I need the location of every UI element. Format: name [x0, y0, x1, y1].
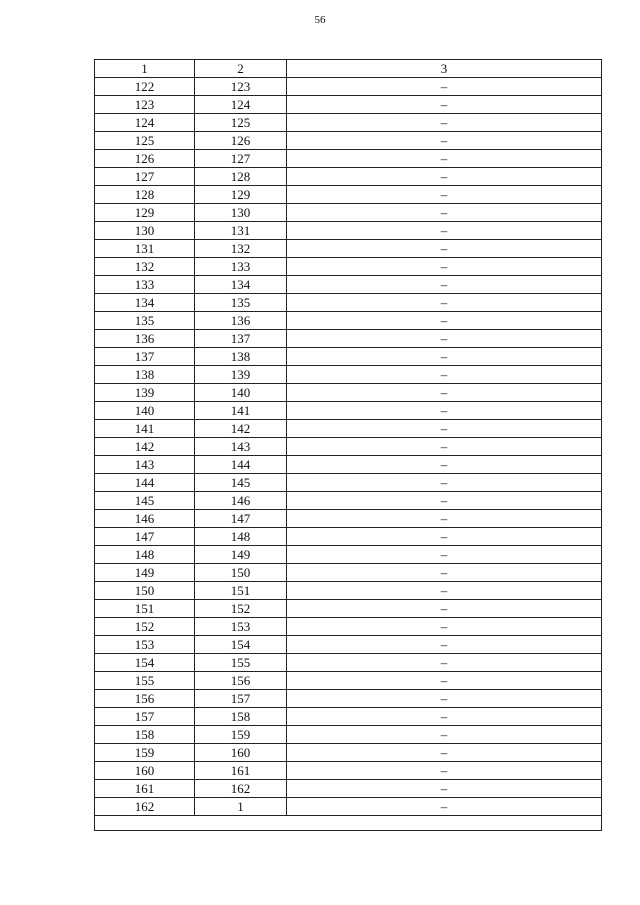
table-cell-col-3: – — [287, 510, 602, 528]
table-cell-col-1: 145 — [95, 492, 195, 510]
table-cell-col-1: 156 — [95, 690, 195, 708]
table-cell-col-3: – — [287, 348, 602, 366]
table-row — [95, 294, 602, 312]
table-row — [95, 204, 602, 222]
data-table — [94, 59, 602, 831]
table-row — [95, 384, 602, 402]
table-cell-col-2: 144 — [195, 456, 287, 474]
table-cell-col-1: 142 — [95, 438, 195, 456]
table-cell-col-1: 150 — [95, 582, 195, 600]
table-cell-col-3: – — [287, 456, 602, 474]
table-cell-col-3: – — [287, 330, 602, 348]
table-cell-col-1: 123 — [95, 96, 195, 114]
table-cell-col-2: 147 — [195, 510, 287, 528]
table-cell-col-2: 126 — [195, 132, 287, 150]
table-cell-col-2: 146 — [195, 492, 287, 510]
table-cell-col-2: 125 — [195, 114, 287, 132]
table-cell-col-2: 135 — [195, 294, 287, 312]
table-cell-col-2: 131 — [195, 222, 287, 240]
table-cell-col-3: – — [287, 222, 602, 240]
table-cell-col-3: – — [287, 438, 602, 456]
table-cell-col-1: 138 — [95, 366, 195, 384]
table-cell-col-1: 126 — [95, 150, 195, 168]
table-cell-col-1: 151 — [95, 600, 195, 618]
table-cell-col-3: – — [287, 150, 602, 168]
table-cell-col-3: – — [287, 636, 602, 654]
table-cell-col-1: 148 — [95, 546, 195, 564]
table-row — [95, 708, 602, 726]
table-cell-col-3: – — [287, 420, 602, 438]
table-row — [95, 222, 602, 240]
table-cell-col-1: 137 — [95, 348, 195, 366]
table-cell-col-2: 149 — [195, 546, 287, 564]
table-row — [95, 510, 602, 528]
table-cell-col-1: 127 — [95, 168, 195, 186]
table-row — [95, 348, 602, 366]
table-row — [95, 258, 602, 276]
table-row — [95, 168, 602, 186]
table-cell-col-1: 162 — [95, 798, 195, 816]
table-cell-col-1: 134 — [95, 294, 195, 312]
table-row — [95, 330, 602, 348]
table-row — [95, 402, 602, 420]
table-cell-col-2: 156 — [195, 672, 287, 690]
column-header-3: 3 — [287, 60, 602, 78]
table-row — [95, 438, 602, 456]
table-row — [95, 528, 602, 546]
table-row — [95, 474, 602, 492]
table-row — [95, 456, 602, 474]
table-row — [95, 564, 602, 582]
table-row — [95, 582, 602, 600]
table-header-row — [95, 60, 602, 78]
table-cell-col-1: 152 — [95, 618, 195, 636]
table-cell-col-1: 136 — [95, 330, 195, 348]
table-cell-col-3: – — [287, 492, 602, 510]
table-cell-col-1: 147 — [95, 528, 195, 546]
table-row — [95, 600, 602, 618]
table-cell-col-3: – — [287, 294, 602, 312]
page-number: 56 — [314, 14, 326, 26]
table-cell-col-2: 154 — [195, 636, 287, 654]
table-cell-col-3: – — [287, 474, 602, 492]
table-cell-col-2: 127 — [195, 150, 287, 168]
table-cell-col-3: – — [287, 654, 602, 672]
table-cell-col-2: 124 — [195, 96, 287, 114]
table-cell-col-2: 152 — [195, 600, 287, 618]
table-cell-col-1: 158 — [95, 726, 195, 744]
table-cell-col-2: 143 — [195, 438, 287, 456]
table-cell-col-3: – — [287, 114, 602, 132]
table-cell-col-3: – — [287, 762, 602, 780]
table-cell-col-2: 1 — [195, 798, 287, 816]
table-cell-col-3: – — [287, 600, 602, 618]
table-cell-col-2: 133 — [195, 258, 287, 276]
table-cell-col-3: – — [287, 132, 602, 150]
table-cell-col-1: 149 — [95, 564, 195, 582]
table-row — [95, 240, 602, 258]
table-cell-col-3: – — [287, 618, 602, 636]
table-row — [95, 150, 602, 168]
table-cell-col-3: – — [287, 780, 602, 798]
table-cell-col-3: – — [287, 240, 602, 258]
table-cell-col-3: – — [287, 528, 602, 546]
table-cell-col-1: 153 — [95, 636, 195, 654]
table-cell-col-3: – — [287, 546, 602, 564]
table-empty-cell — [95, 816, 602, 831]
column-header-1: 1 — [95, 60, 195, 78]
table-cell-col-1: 144 — [95, 474, 195, 492]
table-row — [95, 672, 602, 690]
table-row — [95, 186, 602, 204]
table-row — [95, 492, 602, 510]
table-cell-col-3: – — [287, 384, 602, 402]
table-cell-col-2: 141 — [195, 402, 287, 420]
table-row — [95, 744, 602, 762]
table-cell-col-3: – — [287, 798, 602, 816]
table-cell-col-2: 140 — [195, 384, 287, 402]
table-body — [95, 78, 602, 831]
table-cell-col-2: 137 — [195, 330, 287, 348]
table-row — [95, 798, 602, 816]
table-row — [95, 654, 602, 672]
table-row — [95, 312, 602, 330]
table-cell-col-1: 131 — [95, 240, 195, 258]
table-cell-col-3: – — [287, 582, 602, 600]
table-cell-col-2: 157 — [195, 690, 287, 708]
table-cell-col-1: 139 — [95, 384, 195, 402]
table-cell-col-1: 133 — [95, 276, 195, 294]
table-cell-col-2: 148 — [195, 528, 287, 546]
table-cell-col-3: – — [287, 690, 602, 708]
table-cell-col-3: – — [287, 726, 602, 744]
table-cell-col-1: 140 — [95, 402, 195, 420]
table-cell-col-1: 161 — [95, 780, 195, 798]
table-cell-col-2: 130 — [195, 204, 287, 222]
table-row — [95, 78, 602, 96]
table-row — [95, 132, 602, 150]
table-cell-col-1: 128 — [95, 186, 195, 204]
table-cell-col-2: 136 — [195, 312, 287, 330]
table-cell-col-2: 161 — [195, 762, 287, 780]
table-cell-col-1: 132 — [95, 258, 195, 276]
table-row — [95, 366, 602, 384]
table-cell-col-3: – — [287, 708, 602, 726]
table-cell-col-2: 132 — [195, 240, 287, 258]
table-cell-col-2: 155 — [195, 654, 287, 672]
table-cell-col-3: – — [287, 564, 602, 582]
table-cell-col-3: – — [287, 366, 602, 384]
table-cell-col-1: 146 — [95, 510, 195, 528]
table-cell-col-2: 129 — [195, 186, 287, 204]
table-cell-col-1: 157 — [95, 708, 195, 726]
table-cell-col-3: – — [287, 744, 602, 762]
table-cell-col-3: – — [287, 96, 602, 114]
table-cell-col-1: 130 — [95, 222, 195, 240]
table-cell-col-3: – — [287, 402, 602, 420]
table-cell-col-3: – — [287, 312, 602, 330]
table-cell-col-2: 128 — [195, 168, 287, 186]
table-cell-col-2: 123 — [195, 78, 287, 96]
table-cell-col-1: 155 — [95, 672, 195, 690]
table-cell-col-2: 151 — [195, 582, 287, 600]
table-row — [95, 636, 602, 654]
table-cell-col-1: 160 — [95, 762, 195, 780]
table-cell-col-2: 145 — [195, 474, 287, 492]
table-cell-col-3: – — [287, 672, 602, 690]
table-cell-col-3: – — [287, 78, 602, 96]
table-cell-col-2: 159 — [195, 726, 287, 744]
table-cell-col-2: 142 — [195, 420, 287, 438]
table-empty-row — [95, 816, 602, 831]
table-row — [95, 690, 602, 708]
table-row — [95, 276, 602, 294]
table-cell-col-2: 160 — [195, 744, 287, 762]
table-cell-col-1: 159 — [95, 744, 195, 762]
table-cell-col-2: 139 — [195, 366, 287, 384]
column-header-2: 2 — [195, 60, 287, 78]
table-cell-col-3: – — [287, 186, 602, 204]
table-cell-col-1: 129 — [95, 204, 195, 222]
table-cell-col-1: 141 — [95, 420, 195, 438]
table-cell-col-3: – — [287, 204, 602, 222]
table-cell-col-1: 122 — [95, 78, 195, 96]
table-cell-col-1: 154 — [95, 654, 195, 672]
table-row — [95, 726, 602, 744]
table-cell-col-1: 135 — [95, 312, 195, 330]
table-cell-col-3: – — [287, 258, 602, 276]
table-row — [95, 618, 602, 636]
table-cell-col-2: 150 — [195, 564, 287, 582]
table-cell-col-1: 143 — [95, 456, 195, 474]
table-row — [95, 96, 602, 114]
table-row — [95, 114, 602, 132]
table-row — [95, 762, 602, 780]
table-cell-col-1: 125 — [95, 132, 195, 150]
table-cell-col-2: 162 — [195, 780, 287, 798]
table-row — [95, 420, 602, 438]
table-cell-col-2: 134 — [195, 276, 287, 294]
table-cell-col-2: 138 — [195, 348, 287, 366]
table-cell-col-3: – — [287, 168, 602, 186]
table-cell-col-2: 153 — [195, 618, 287, 636]
table-row — [95, 546, 602, 564]
table-cell-col-2: 158 — [195, 708, 287, 726]
table-cell-col-3: – — [287, 276, 602, 294]
table-row — [95, 780, 602, 798]
table-cell-col-1: 124 — [95, 114, 195, 132]
